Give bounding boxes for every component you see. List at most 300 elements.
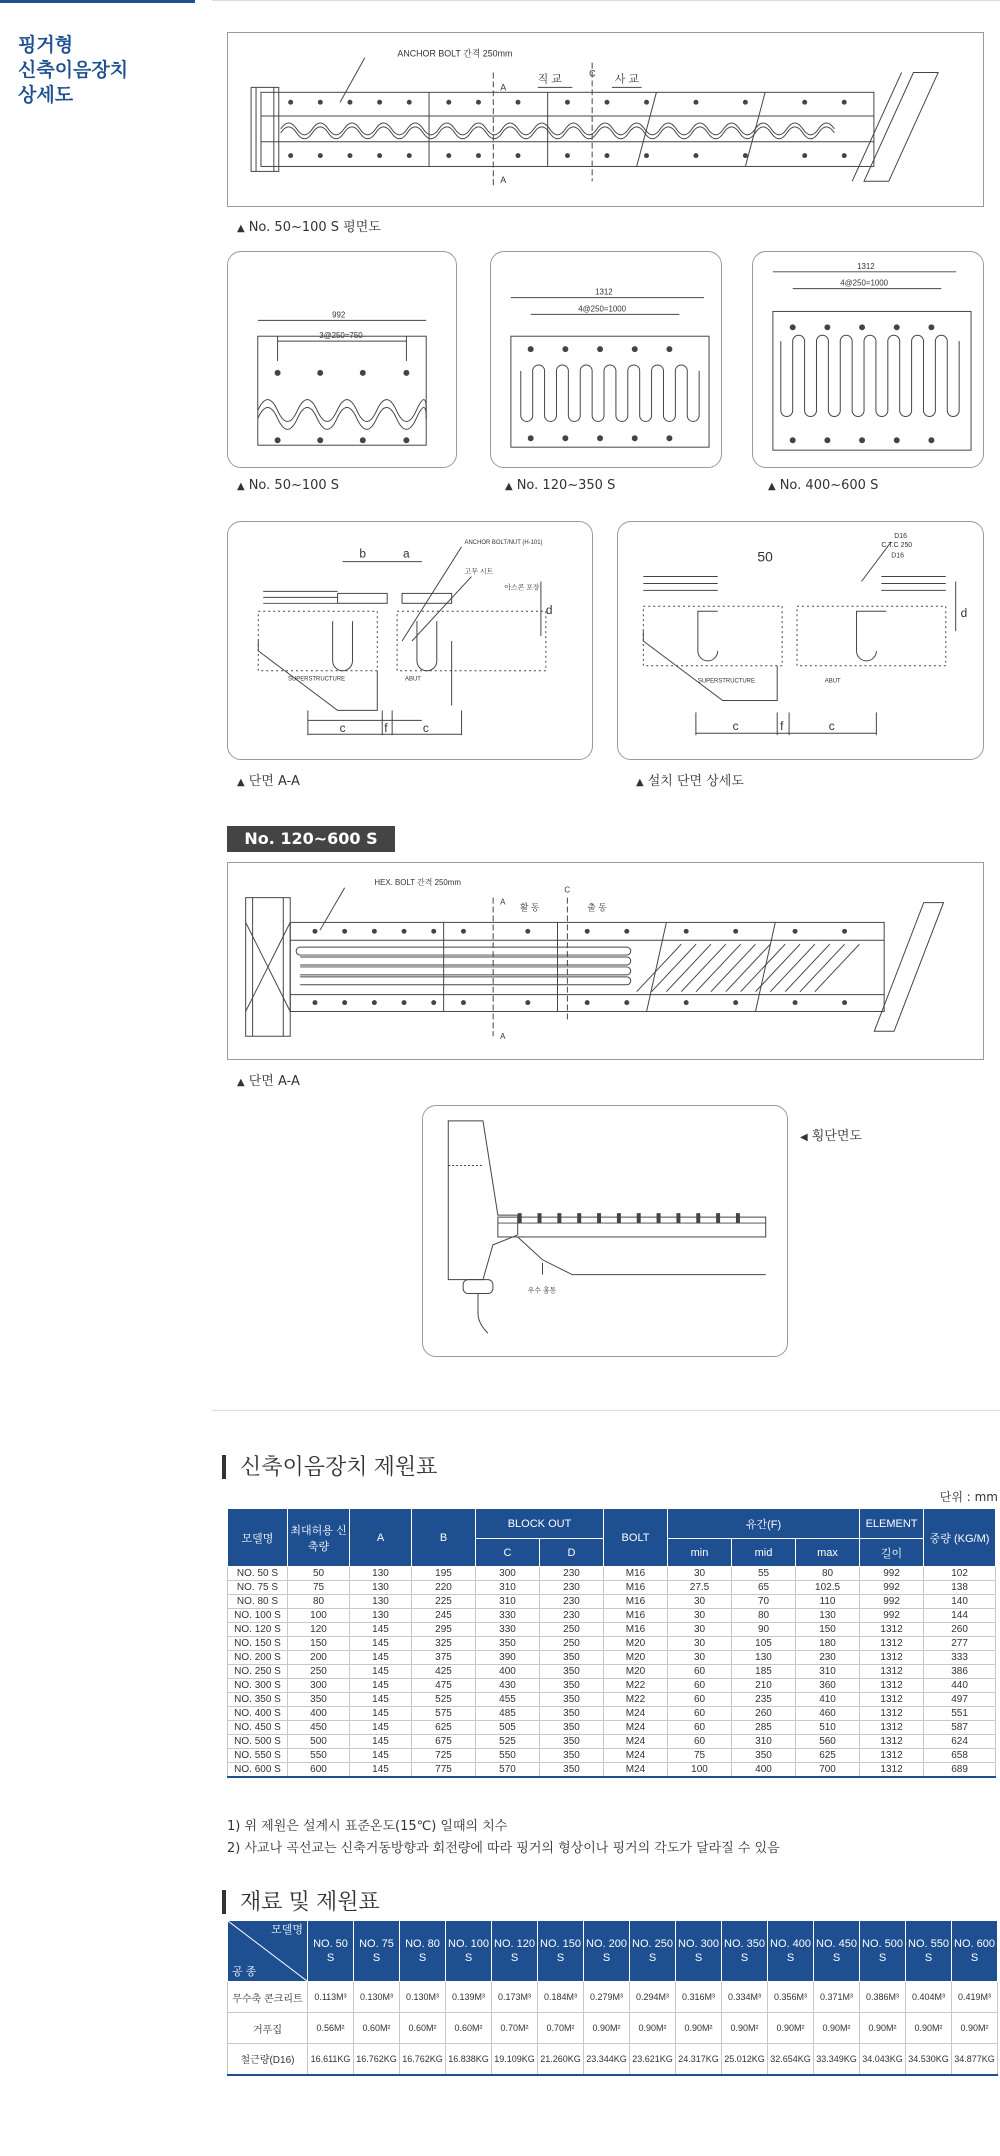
spec-cell: 145 <box>350 1651 412 1665</box>
spec-table <box>227 1508 996 1778</box>
caption-cross-section <box>800 1125 862 1144</box>
caption-small-2 <box>505 478 615 493</box>
spec-cell: 455 <box>476 1693 540 1707</box>
spec-cell: 560 <box>796 1735 860 1749</box>
spec-table-row <box>228 1735 996 1749</box>
material-model-header: NO. 200 S <box>584 1921 630 1982</box>
material-cell: 34.530KG <box>906 2044 952 2075</box>
caption-left-triangle-icon: ◀ <box>800 1132 808 1143</box>
spec-cell: 130 <box>732 1651 796 1665</box>
dim-inner-2: 4@250=1000 <box>578 304 627 314</box>
spec-cell: 350 <box>540 1707 604 1721</box>
spec-cell: 110 <box>796 1595 860 1609</box>
spec-cell: NO. 300 S <box>228 1679 288 1693</box>
caption-text: No. 120~350 S <box>516 478 616 493</box>
spec-cell: 138 <box>924 1581 996 1595</box>
material-model-header: NO. 150 S <box>538 1921 584 1982</box>
material-cell: 0.90M² <box>768 2013 814 2044</box>
spec-cell: 30 <box>668 1637 732 1651</box>
spec-cell: 145 <box>350 1637 412 1651</box>
centerline-label: C <box>589 68 596 79</box>
plan-drawing-svg <box>228 33 983 206</box>
spec-cell: 333 <box>924 1651 996 1665</box>
material-model-header: NO. 500 S <box>860 1921 906 1982</box>
plan-drawing-50-100 <box>227 32 984 207</box>
label-c2: c <box>422 721 429 736</box>
spec-cell: 50 <box>288 1567 350 1581</box>
drawing-small-50-100 <box>227 251 457 468</box>
spec-cell: NO. 500 S <box>228 1735 288 1749</box>
spec-cell: NO. 450 S <box>228 1721 288 1735</box>
spec-cell: 150 <box>288 1637 350 1651</box>
caption-text: No. 50~100 S <box>248 478 340 493</box>
caption-triangle-icon: ▲ <box>237 223 245 234</box>
drawing-small-400-600 <box>752 251 984 468</box>
spec-cell: 1312 <box>860 1637 924 1651</box>
caption-text: 단면 A-A <box>248 1074 300 1089</box>
plan-big-svg <box>228 863 983 1059</box>
spec-cell: 675 <box>412 1735 476 1749</box>
spec-cell: 245 <box>412 1609 476 1623</box>
model-range-badge: No. 120~600 S <box>227 826 395 852</box>
label-f: f <box>384 721 388 736</box>
material-model-header: NO. 450 S <box>814 1921 860 1982</box>
spec-cell: 1312 <box>860 1679 924 1693</box>
spec-cell: 225 <box>412 1595 476 1609</box>
header-weight: 중량 (KG/M) <box>924 1509 996 1567</box>
spec-cell: 350 <box>540 1665 604 1679</box>
spec-cell: 75 <box>668 1749 732 1763</box>
material-cell: 0.356M³ <box>768 1982 814 2013</box>
spec-cell: 525 <box>412 1693 476 1707</box>
spec-cell: M16 <box>604 1567 668 1581</box>
spec-cell: M24 <box>604 1749 668 1763</box>
spec-cell: 80 <box>288 1595 350 1609</box>
spec-cell: 310 <box>732 1735 796 1749</box>
section-a-a-drawing <box>227 521 593 760</box>
material-cell: 0.294M³ <box>630 1982 676 2013</box>
material-table <box>227 1920 998 2076</box>
material-cell: 16.611KG <box>308 2044 354 2075</box>
caption-plan-50-100 <box>237 216 381 235</box>
drawing-small-120-350 <box>490 251 722 468</box>
spec-cell: 386 <box>924 1665 996 1679</box>
spec-cell: 60 <box>668 1735 732 1749</box>
spec-table-row <box>228 1581 996 1595</box>
label-b: b <box>359 546 367 561</box>
spec-cell: 145 <box>350 1679 412 1693</box>
material-cell: 34.877KG <box>952 2044 998 2075</box>
spec-cell: 230 <box>540 1595 604 1609</box>
material-cell: 0.334M³ <box>722 1982 768 2013</box>
spec-cell: 145 <box>350 1721 412 1735</box>
material-cell: 34.043KG <box>860 2044 906 2075</box>
label-d: d <box>960 606 968 621</box>
spec-cell: 235 <box>732 1693 796 1707</box>
label-d16-bottom: D16 <box>891 552 904 560</box>
spec-cell: NO. 200 S <box>228 1651 288 1665</box>
dim-total-2: 1312 <box>595 287 613 297</box>
header-mid: mid <box>732 1539 796 1567</box>
spec-cell: 500 <box>288 1735 350 1749</box>
spec-cell: M24 <box>604 1707 668 1721</box>
spec-cell: 100 <box>668 1763 732 1778</box>
material-cell: 0.184M³ <box>538 1982 584 2013</box>
spec-cell: 1312 <box>860 1721 924 1735</box>
spec-cell: NO. 400 S <box>228 1707 288 1721</box>
label-d: d <box>545 603 553 618</box>
material-cell: 0.419M³ <box>952 1982 998 2013</box>
spec-cell: 145 <box>350 1693 412 1707</box>
spec-cell: 310 <box>476 1595 540 1609</box>
spec-cell: 300 <box>476 1567 540 1581</box>
spec-cell: 1312 <box>860 1623 924 1637</box>
spec-cell: NO. 120 S <box>228 1623 288 1637</box>
spec-cell: 510 <box>796 1721 860 1735</box>
material-cell: 0.279M³ <box>584 1982 630 2013</box>
caption-triangle-icon: ▲ <box>636 777 644 788</box>
spec-cell: 60 <box>668 1679 732 1693</box>
spec-cell: 145 <box>350 1749 412 1763</box>
small-drawing-svg-3 <box>753 252 983 467</box>
centerline-label: C <box>564 885 571 895</box>
material-row-label: 거푸집 <box>228 2013 308 2044</box>
caption-triangle-icon: ▲ <box>237 777 245 788</box>
skew-label: 사 교 <box>614 73 639 86</box>
spec-cell: 330 <box>476 1623 540 1637</box>
material-model-header: NO. 550 S <box>906 1921 952 1982</box>
material-table-row <box>228 1982 998 2013</box>
material-cell: 16.762KG <box>354 2044 400 2075</box>
spec-cell: 525 <box>476 1735 540 1749</box>
spec-cell: 145 <box>350 1763 412 1778</box>
dim-total-1: 992 <box>332 310 346 320</box>
spec-cell: 400 <box>288 1707 350 1721</box>
spec-cell: 60 <box>668 1665 732 1679</box>
cross-section-drawing <box>422 1105 788 1357</box>
spec-cell: NO. 150 S <box>228 1637 288 1651</box>
header-c: C <box>476 1539 540 1567</box>
spec-cell: 550 <box>288 1749 350 1763</box>
spec-cell: 350 <box>540 1721 604 1735</box>
spec-cell: 350 <box>540 1679 604 1693</box>
material-cell: 23.344KG <box>584 2044 630 2075</box>
spec-table-row <box>228 1651 996 1665</box>
spec-cell: NO. 550 S <box>228 1749 288 1763</box>
material-model-header: NO. 300 S <box>676 1921 722 1982</box>
caption-text: No. 400~600 S <box>779 478 879 493</box>
spec-cell: NO. 80 S <box>228 1595 288 1609</box>
material-cell: 16.762KG <box>400 2044 446 2075</box>
spec-cell: 277 <box>924 1637 996 1651</box>
header-min: min <box>668 1539 732 1567</box>
spec-cell: 102 <box>924 1567 996 1581</box>
material-cell: 0.404M³ <box>906 1982 952 2013</box>
spec-table-row <box>228 1721 996 1735</box>
spec-cell: M24 <box>604 1763 668 1778</box>
material-cell: 19.109KG <box>492 2044 538 2075</box>
spec-cell: 230 <box>540 1609 604 1623</box>
spec-table-row <box>228 1595 996 1609</box>
spec-cell: 195 <box>412 1567 476 1581</box>
label-anchor-nut: ANCHOR BOLT/NUT (H-101) <box>464 539 543 546</box>
spec-cell: 30 <box>668 1623 732 1637</box>
caption-big-plan <box>237 1070 300 1089</box>
section-a-a-svg <box>228 522 592 759</box>
caption-triangle-icon: ▲ <box>768 481 776 492</box>
note-1: 1) 위 제원은 설계시 표준온도(15℃) 일때의 치수 <box>227 1819 508 1834</box>
spec-table-row <box>228 1707 996 1721</box>
spec-cell: 130 <box>350 1567 412 1581</box>
spec-cell: 1312 <box>860 1693 924 1707</box>
material-cell: 0.386M³ <box>860 1982 906 2013</box>
material-cell: 23.621KG <box>630 2044 676 2075</box>
material-heading: 재료 및 제원표 <box>222 1890 380 1914</box>
spec-cell: 658 <box>924 1749 996 1763</box>
material-cell: 0.139M³ <box>446 1982 492 2013</box>
spec-cell: 30 <box>668 1595 732 1609</box>
spec-cell: 100 <box>288 1609 350 1623</box>
label-abut: ABUT <box>405 676 421 683</box>
material-table-row <box>228 2013 998 2044</box>
move-label: 출 동 <box>587 902 607 913</box>
spec-cell: 145 <box>350 1707 412 1721</box>
spec-cell: 105 <box>732 1637 796 1651</box>
material-cell: 0.60M² <box>354 2013 400 2044</box>
straight-label: 직 교 <box>537 73 562 86</box>
spec-cell: 180 <box>796 1637 860 1651</box>
spec-table-row <box>228 1679 996 1693</box>
material-model-header: NO. 50 S <box>308 1921 354 1982</box>
header-b: B <box>412 1509 476 1567</box>
unit-label: 단위 : mm <box>939 1490 998 1504</box>
material-cell: 0.90M² <box>676 2013 722 2044</box>
label-rubber-sheet: 고무 시트 <box>464 568 494 576</box>
spec-cell: M24 <box>604 1735 668 1749</box>
spec-cell: M20 <box>604 1637 668 1651</box>
spec-cell: 150 <box>796 1623 860 1637</box>
spec-cell: 300 <box>288 1679 350 1693</box>
spec-cell: 775 <box>412 1763 476 1778</box>
label-f: f <box>780 719 784 734</box>
note-2: 2) 사교나 곡선교는 신축거동방향과 회전량에 따라 핑거의 형상이나 핑거의 각도가 달라질 수 있음 <box>227 1841 780 1856</box>
header-model: 모델명 <box>228 1509 288 1567</box>
label-c2: c <box>828 719 835 734</box>
spec-table-body <box>228 1567 996 1778</box>
material-model-header: NO. 350 S <box>722 1921 768 1982</box>
spec-cell: 550 <box>476 1749 540 1763</box>
spec-cell: 1312 <box>860 1735 924 1749</box>
header-blockout: BLOCK OUT <box>476 1509 604 1539</box>
spec-cell: 70 <box>732 1595 796 1609</box>
spec-table-row <box>228 1763 996 1778</box>
page-side-title <box>0 0 195 108</box>
spec-cell: M24 <box>604 1721 668 1735</box>
spec-cell: NO. 100 S <box>228 1609 288 1623</box>
caption-section-a-a <box>237 770 300 789</box>
label-a: a <box>403 546 410 561</box>
spec-cell: M16 <box>604 1595 668 1609</box>
spec-cell: 144 <box>924 1609 996 1623</box>
spec-cell: 440 <box>924 1679 996 1693</box>
material-cell: 0.90M² <box>814 2013 860 2044</box>
spec-cell: 1312 <box>860 1651 924 1665</box>
spec-cell: 75 <box>288 1581 350 1595</box>
caption-small-1 <box>237 478 339 493</box>
material-cell: 0.90M² <box>630 2013 676 2044</box>
caption-triangle-icon: ▲ <box>505 481 513 492</box>
side-title-line3: 상세도 <box>18 84 74 106</box>
spec-cell: 27.5 <box>668 1581 732 1595</box>
caption-text: No. 50~100 S 평면도 <box>248 220 381 235</box>
material-model-header: NO. 100 S <box>446 1921 492 1982</box>
spec-cell: 992 <box>860 1595 924 1609</box>
spec-cell: 992 <box>860 1609 924 1623</box>
spec-cell: 285 <box>732 1721 796 1735</box>
spec-cell: 570 <box>476 1763 540 1778</box>
spec-cell: 250 <box>540 1623 604 1637</box>
material-cell: 21.260KG <box>538 2044 584 2075</box>
spec-cell: 230 <box>796 1651 860 1665</box>
material-cell: 0.90M² <box>906 2013 952 2044</box>
spec-cell: 410 <box>796 1693 860 1707</box>
a-bottom-label: A <box>500 175 507 186</box>
a-top-label: A <box>500 82 507 93</box>
spec-cell: 450 <box>288 1721 350 1735</box>
spec-cell: 260 <box>924 1623 996 1637</box>
spec-cell: 60 <box>668 1707 732 1721</box>
label-50: 50 <box>757 548 773 565</box>
spec-cell: 1312 <box>860 1763 924 1778</box>
spec-cell: 350 <box>540 1735 604 1749</box>
spec-cell: 102.5 <box>796 1581 860 1595</box>
small-drawing-svg-2 <box>491 252 721 467</box>
material-table-row <box>228 2044 998 2075</box>
label-superstructure: SUPERSTRUCTURE <box>288 676 346 683</box>
material-row-label: 무수축 콘크리트 <box>228 1982 308 2013</box>
spec-cell: 350 <box>540 1749 604 1763</box>
material-cell: 0.130M³ <box>354 1982 400 2013</box>
spec-cell: 130 <box>796 1609 860 1623</box>
spec-cell: 60 <box>668 1693 732 1707</box>
label-asphalt: 아스콘 포장 <box>504 584 540 592</box>
spec-cell: M16 <box>604 1623 668 1637</box>
spec-cell: 130 <box>350 1609 412 1623</box>
spec-cell: NO. 350 S <box>228 1693 288 1707</box>
spec-table-row <box>228 1665 996 1679</box>
corner-model-label: 모델명 <box>271 1924 303 1936</box>
plan-drawing-120-600 <box>227 862 984 1060</box>
material-cell: 0.56M² <box>308 2013 354 2044</box>
spec-cell: 30 <box>668 1567 732 1581</box>
caption-install-section <box>636 770 744 789</box>
spec-table-row <box>228 1623 996 1637</box>
spec-table-row <box>228 1637 996 1651</box>
spec-cell: 230 <box>540 1567 604 1581</box>
header-a: A <box>350 1509 412 1567</box>
hex-bolt-label: HEX. BOLT 간격 250mm <box>374 877 461 887</box>
material-model-header: NO. 75 S <box>354 1921 400 1982</box>
spec-cell: 210 <box>732 1679 796 1693</box>
material-cell: 0.90M² <box>860 2013 906 2044</box>
caption-triangle-icon: ▲ <box>237 481 245 492</box>
spec-cell: 350 <box>540 1693 604 1707</box>
small-drawing-svg-1 <box>228 252 456 467</box>
spec-cell: 330 <box>476 1609 540 1623</box>
spec-cell: 325 <box>412 1637 476 1651</box>
spec-cell: 130 <box>350 1581 412 1595</box>
material-cell: 0.173M³ <box>492 1982 538 2013</box>
material-cell: 0.316M³ <box>676 1982 722 2013</box>
spec-cell: M16 <box>604 1581 668 1595</box>
dim-inner-3: 4@250=1000 <box>840 278 889 288</box>
spec-cell: 1312 <box>860 1707 924 1721</box>
side-title-line1: 핑거형 <box>18 34 74 56</box>
spec-cell: 1312 <box>860 1749 924 1763</box>
spec-cell: NO. 250 S <box>228 1665 288 1679</box>
material-cell: 0.90M² <box>722 2013 768 2044</box>
caption-text: 단면 A-A <box>248 774 300 789</box>
material-model-header: NO. 80 S <box>400 1921 446 1982</box>
spec-cell: 497 <box>924 1693 996 1707</box>
material-cell: 16.838KG <box>446 2044 492 2075</box>
material-cell: 0.113M³ <box>308 1982 354 2013</box>
spec-cell: 185 <box>732 1665 796 1679</box>
spec-cell: 140 <box>924 1595 996 1609</box>
spec-cell: 624 <box>924 1735 996 1749</box>
spec-cell: 430 <box>476 1679 540 1693</box>
spec-cell: 350 <box>288 1693 350 1707</box>
header-bolt: BOLT <box>604 1509 668 1567</box>
spec-cell: 992 <box>860 1567 924 1581</box>
material-cell: 32.654KG <box>768 2044 814 2075</box>
header-gap: 유간(F) <box>668 1509 860 1539</box>
material-cell: 0.371M³ <box>814 1982 860 2013</box>
spec-cell: 350 <box>540 1763 604 1778</box>
spec-cell: 375 <box>412 1651 476 1665</box>
material-cell: 0.70M² <box>492 2013 538 2044</box>
spec-cell: NO. 75 S <box>228 1581 288 1595</box>
spec-cell: 360 <box>796 1679 860 1693</box>
spec-cell: 689 <box>924 1763 996 1778</box>
spec-cell: 350 <box>476 1637 540 1651</box>
spec-cell: M16 <box>604 1609 668 1623</box>
spec-cell: 60 <box>668 1721 732 1735</box>
corner-work-label: 공 종 <box>232 1966 257 1978</box>
spec-cell: 625 <box>412 1721 476 1735</box>
a-bottom-label: A <box>500 1032 506 1042</box>
spec-cell: 65 <box>732 1581 796 1595</box>
cross-section-svg <box>423 1106 787 1356</box>
slide-label: 활 동 <box>519 902 540 913</box>
spec-cell: 260 <box>732 1707 796 1721</box>
dim-total-3: 1312 <box>857 261 875 271</box>
material-cell: 0.90M² <box>584 2013 630 2044</box>
caption-text: 횡단면도 <box>811 1129 862 1144</box>
spec-cell: 551 <box>924 1707 996 1721</box>
material-cell: 33.349KG <box>814 2044 860 2075</box>
label-c1: c <box>339 721 346 736</box>
material-cell: 24.317KG <box>676 2044 722 2075</box>
drain-label: 우수 홈통 <box>527 1287 557 1295</box>
material-model-header: NO. 600 S <box>952 1921 998 1982</box>
spec-notes <box>227 1816 780 1860</box>
spec-cell: M20 <box>604 1665 668 1679</box>
spec-cell: NO. 50 S <box>228 1567 288 1581</box>
spec-cell: 475 <box>412 1679 476 1693</box>
spec-cell: 145 <box>350 1665 412 1679</box>
spec-cell: M22 <box>604 1693 668 1707</box>
